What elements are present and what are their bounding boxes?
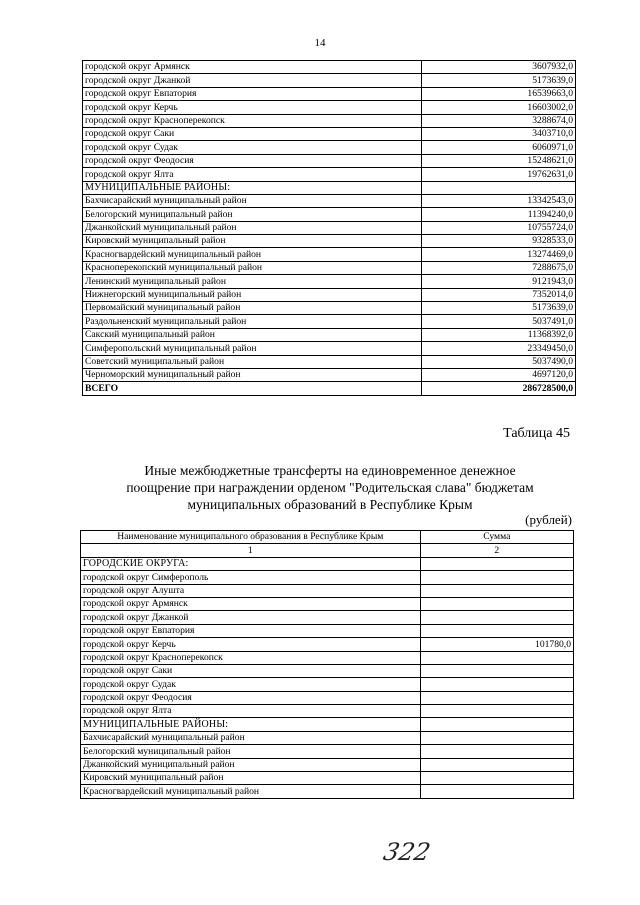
row-name: городской округ Феодосия: [83, 154, 422, 167]
row-value: 4697120,0: [422, 368, 576, 381]
table-row: [83, 208, 576, 221]
row-name: городской округ Керчь: [83, 101, 422, 114]
row-name: городской округ Саки: [83, 127, 422, 140]
row-value: 9121943,0: [422, 275, 576, 288]
total-row: [83, 382, 576, 395]
row-value: [420, 664, 573, 677]
row-name: городской округ Керчь: [81, 638, 421, 651]
row-value: 13342543,0: [422, 194, 576, 207]
table-row: [83, 302, 576, 315]
table-row: [81, 705, 574, 718]
title-line: муниципальных образований в Республике Крым: [187, 497, 473, 512]
row-name: Красногвардейский муниципальный район: [83, 248, 422, 261]
section-row: [81, 718, 574, 731]
table-row: [83, 328, 576, 341]
table-body: [81, 557, 574, 798]
row-name: городской округ Саки: [81, 664, 421, 677]
table-row: [81, 597, 574, 610]
row-name: городской округ Феодосия: [81, 691, 421, 704]
title-line: поощрение при награждении орденом "Родительская слава" бюджетам: [126, 480, 534, 495]
row-value: [420, 718, 573, 731]
table-row: [83, 221, 576, 234]
column-number-row: [81, 544, 574, 557]
table-row: [83, 74, 576, 87]
table-row: [83, 61, 576, 74]
row-value: [420, 731, 573, 744]
row-value: 16603002,0: [422, 101, 576, 114]
row-value: 5173639,0: [422, 74, 576, 87]
row-name: Черноморский муниципальный район: [83, 368, 422, 381]
row-name: городской округ Евпатория: [81, 624, 421, 637]
table-row: [81, 691, 574, 704]
row-value: 5037491,0: [422, 315, 576, 328]
row-name: городской округ Симферополь: [81, 571, 421, 584]
table-row: [83, 141, 576, 154]
row-value: 7288675,0: [422, 261, 576, 274]
row-name: Белогорский муниципальный район: [83, 208, 422, 221]
table-row: [83, 235, 576, 248]
row-name: городской округ Красноперекопск: [83, 114, 422, 127]
row-name: городской округ Алушта: [81, 584, 421, 597]
row-value: [420, 571, 573, 584]
table-row: [81, 785, 574, 798]
row-value: [420, 785, 573, 798]
row-value: 3288674,0: [422, 114, 576, 127]
table-row: [83, 154, 576, 167]
row-value: 19762631,0: [422, 168, 576, 181]
row-value: 101780,0: [420, 638, 573, 651]
table-row: [81, 758, 574, 771]
table-row: [81, 745, 574, 758]
row-name: городской округ Армянск: [83, 61, 422, 74]
row-name: Красноперекопский муниципальный район: [83, 261, 422, 274]
row-value: [422, 181, 576, 194]
row-name: Сакский муниципальный район: [83, 328, 422, 341]
header-row: [81, 531, 574, 544]
table-row: [83, 168, 576, 181]
row-value: [420, 557, 573, 570]
row-value: 11368392,0: [422, 328, 576, 341]
total-value: 286728500,0: [422, 382, 576, 395]
row-value: 15248621,0: [422, 154, 576, 167]
row-value: 11394240,0: [422, 208, 576, 221]
table-row: [83, 261, 576, 274]
row-name: Нижнегорский муниципальный район: [83, 288, 422, 301]
row-name: Советский муниципальный район: [83, 355, 422, 368]
table-row: [83, 248, 576, 261]
row-value: [420, 758, 573, 771]
table-row: [83, 87, 576, 100]
row-value: [420, 651, 573, 664]
section-row: [81, 557, 574, 570]
row-name: городской округ Ялта: [83, 168, 422, 181]
row-value: [420, 597, 573, 610]
row-name: городской округ Джанкой: [81, 611, 421, 624]
row-name: городской округ Джанкой: [83, 74, 422, 87]
table-row: [83, 288, 576, 301]
row-value: [420, 624, 573, 637]
row-name: Симферопольский муниципальный район: [83, 342, 422, 355]
header-sum: Сумма: [420, 531, 573, 544]
table-row: [81, 731, 574, 744]
row-name: Джанкойский муниципальный район: [83, 221, 422, 234]
table-row: [83, 114, 576, 127]
row-value: 5037490,0: [422, 355, 576, 368]
table-row: [83, 368, 576, 381]
table-row: [81, 611, 574, 624]
table-row: [81, 571, 574, 584]
row-name: городской округ Евпатория: [83, 87, 422, 100]
row-name: Кировский муниципальный район: [83, 235, 422, 248]
section-row: [83, 181, 576, 194]
row-name: городской округ Судак: [81, 678, 421, 691]
row-name: городской округ Армянск: [81, 597, 421, 610]
table-row: [83, 194, 576, 207]
row-value: [420, 584, 573, 597]
table-row: [81, 584, 574, 597]
total-label: ВСЕГО: [83, 382, 422, 395]
table-row: [83, 315, 576, 328]
row-name: Красногвардейский муниципальный район: [81, 785, 421, 798]
row-name: МУНИЦИПАЛЬНЫЕ РАЙОНЫ:: [81, 718, 421, 731]
table-row: [81, 678, 574, 691]
row-name: ГОРОДСКИЕ ОКРУГА:: [81, 557, 421, 570]
row-value: 5173639,0: [422, 302, 576, 315]
row-value: 3607932,0: [422, 61, 576, 74]
row-value: [420, 745, 573, 758]
table-row: [83, 101, 576, 114]
table-44-continuation: [82, 60, 576, 396]
header-name: Наименование муниципального образования в Республике Крым: [81, 531, 421, 544]
unit-label: (рублей): [525, 512, 572, 527]
row-value: 7352014,0: [422, 288, 576, 301]
row-value: [420, 611, 573, 624]
row-name: городской округ Красноперекопск: [81, 651, 421, 664]
row-name: Первомайский муниципальный район: [83, 302, 422, 315]
column-number: 2: [420, 544, 573, 557]
row-value: 3403710,0: [422, 127, 576, 140]
row-name: городской округ Судак: [83, 141, 422, 154]
row-value: 9328533,0: [422, 235, 576, 248]
row-name: Белогорский муниципальный район: [81, 745, 421, 758]
row-name: МУНИЦИПАЛЬНЫЕ РАЙОНЫ:: [83, 181, 422, 194]
row-value: [420, 678, 573, 691]
table-label: Таблица 45: [503, 426, 570, 441]
row-name: Бахчисарайский муниципальный район: [81, 731, 421, 744]
row-name: Раздольненский муниципальный район: [83, 315, 422, 328]
row-name: городской округ Ялта: [81, 705, 421, 718]
page-number: 14: [314, 37, 326, 49]
row-value: 6060971,0: [422, 141, 576, 154]
row-value: 10755724,0: [422, 221, 576, 234]
row-name: Кировский муниципальный район: [81, 772, 421, 785]
table-row: [83, 355, 576, 368]
table-row: [81, 772, 574, 785]
row-name: Джанкойский муниципальный район: [81, 758, 421, 771]
table-45: [80, 530, 574, 799]
row-value: 23349450,0: [422, 342, 576, 355]
table-row: [81, 651, 574, 664]
table-row: [83, 127, 576, 140]
row-name: Ленинский муниципальный район: [83, 275, 422, 288]
table-row: [81, 624, 574, 637]
table-title: [100, 462, 560, 513]
table-body: [83, 61, 576, 396]
row-value: 16539663,0: [422, 87, 576, 100]
row-value: [420, 705, 573, 718]
column-number: 1: [81, 544, 421, 557]
table-row: [83, 342, 576, 355]
handwritten-page-mark: 322: [381, 838, 433, 866]
table-row: [83, 275, 576, 288]
table-row: [81, 664, 574, 677]
row-name: Бахчисарайский муниципальный район: [83, 194, 422, 207]
row-value: 13274469,0: [422, 248, 576, 261]
row-value: [420, 691, 573, 704]
table-row: [81, 638, 574, 651]
row-value: [420, 772, 573, 785]
title-line: Иные межбюджетные трансферты на единовременное денежное: [144, 463, 516, 478]
